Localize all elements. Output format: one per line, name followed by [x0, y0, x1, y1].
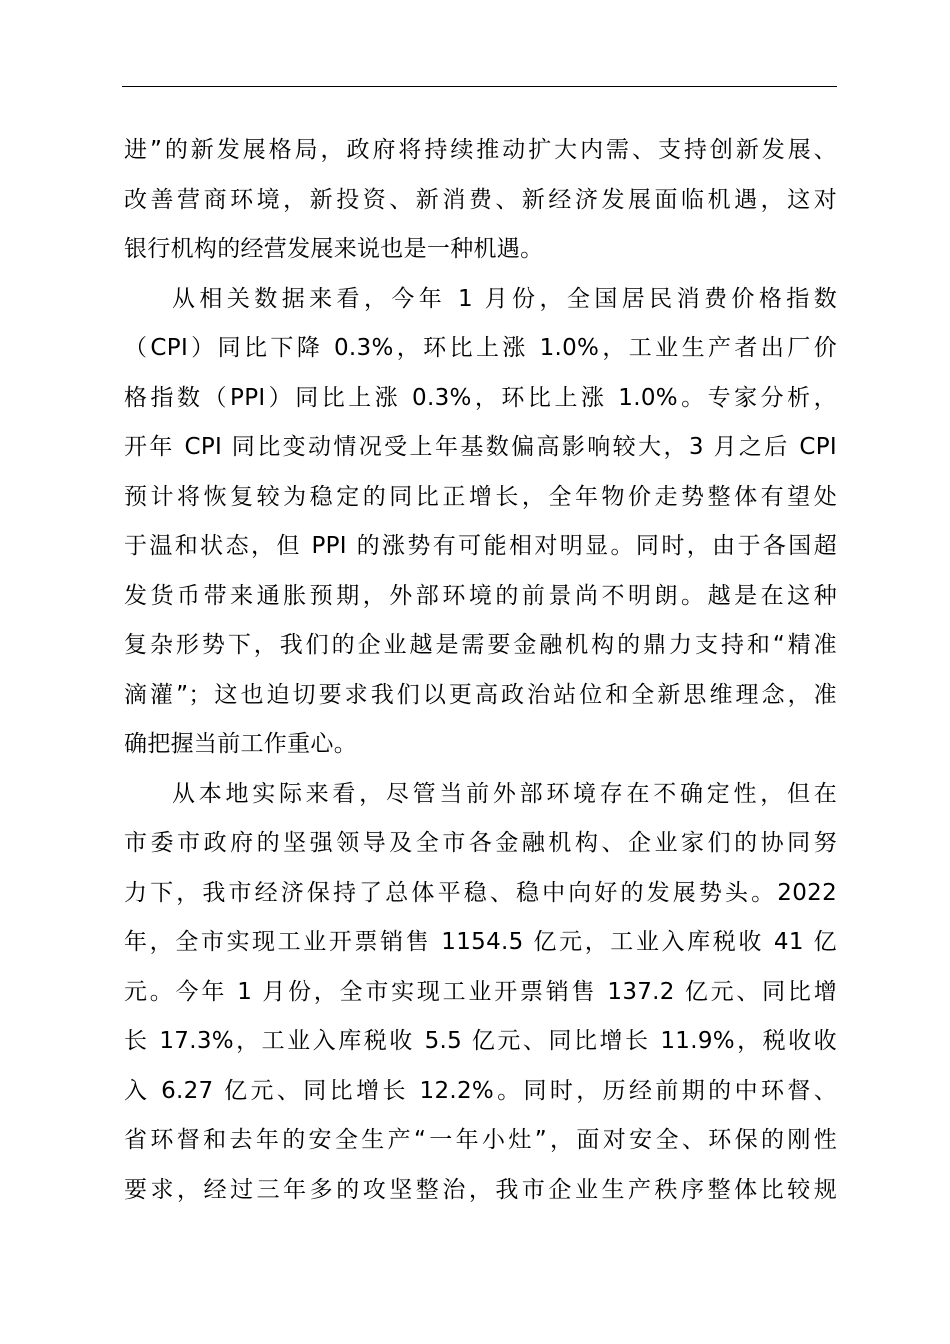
body-text	[124, 126, 837, 1215]
header-rule	[122, 86, 837, 87]
text-line: 复杂形势下，我们的企业越是需要金融机构的鼎力支持和“精准	[124, 632, 837, 658]
text-line: 市委市政府的坚强领导及全市各金融机构、企业家们的协同努	[124, 830, 837, 856]
text-line: 确把握当前工作重心。	[124, 731, 357, 757]
text-line: 于温和状态，但 PPI 的涨势有可能相对明显。同时，由于各国超	[124, 533, 837, 559]
text-line: 元。今年 1 月份，全市实现工业开票销售 137.2 亿元、同比增	[124, 978, 837, 1005]
text-line: 进”的新发展格局，政府将持续推动扩大内需、支持创新发展、	[124, 137, 837, 163]
paragraph-start-line: 从本地实际来看，尽管当前外部环境存在不确定性，但在	[172, 780, 837, 807]
text-line: 长 17.3%，工业入库税收 5.5 亿元、同比增长 11.9%，税收收	[124, 1028, 837, 1054]
text-line: 改善营商环境，新投资、新消费、新经济发展面临机遇，这对	[124, 186, 837, 213]
text-line: 要求，经过三年多的攻坚整治，我市企业生产秩序整体比较规	[124, 1176, 837, 1203]
text-line: 格指数（PPI）同比上涨 0.3%，环比上涨 1.0%。专家分析，	[124, 384, 837, 411]
text-line: 开年 CPI 同比变动情况受上年基数偏高影响较大，3 月之后 CPI	[124, 434, 837, 460]
text-line: 省环督和去年的安全生产“一年小灶”，面对安全、环保的刚性	[124, 1127, 837, 1153]
text-line: 预计将恢复较为稳定的同比正增长，全年物价走势整体有望处	[124, 483, 837, 510]
paragraph-start-line: 从相关数据来看，今年 1 月份，全国居民消费价格指数	[172, 285, 837, 312]
text-line: 力下，我市经济保持了总体平稳、稳中向好的发展势头。2022	[124, 879, 837, 906]
text-line: 入 6.27 亿元、同比增长 12.2%。同时，历经前期的中环督、	[124, 1077, 837, 1104]
text-line: 发货币带来通胀预期，外部环境的前景尚不明朗。越是在这种	[124, 582, 837, 609]
text-line: 年，全市实现工业开票销售 1154.5 亿元，工业入库税收 41 亿	[124, 929, 837, 955]
text-line: 滴灌”；这也迫切要求我们以更高政治站位和全新思维理念，准	[124, 681, 837, 708]
text-line: （CPI）同比下降 0.3%，环比上涨 1.0%，工业生产者出厂价	[124, 335, 837, 361]
text-line: 银行机构的经营发展来说也是一种机遇。	[124, 236, 544, 262]
